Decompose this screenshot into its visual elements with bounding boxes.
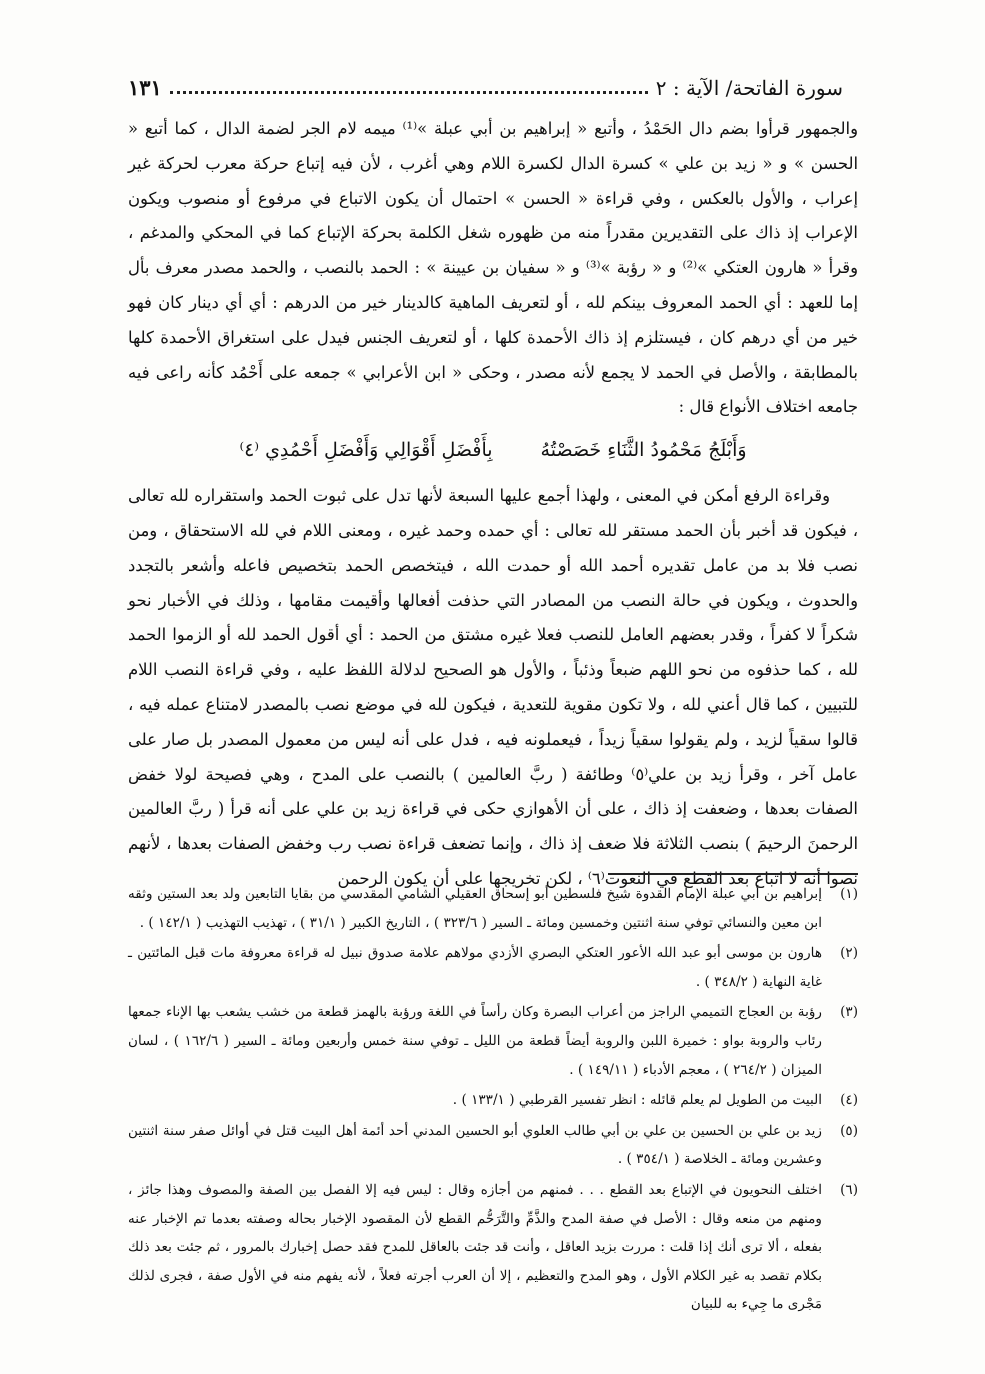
dotted-leader (170, 91, 648, 94)
running-title: سورة الفاتحة/ الآية : ٢ (655, 76, 843, 100)
verse-second-hemistich: بِأَفْضَلِ أَقْوَالِي وَأَفْضَلِ أَحْمُدِي ⁽٤⁾ (239, 439, 493, 462)
footnote-separator (608, 873, 858, 875)
footnote-number: (٢) (840, 945, 858, 962)
verse-first-hemistich: وَأَبْلَجُ مَحْمُودُ الثَّنَاءِ خَصَصْتُهُ (540, 439, 747, 462)
footnote-number: (٥) (840, 1122, 858, 1139)
footnote-text: زيد بن علي بن الحسين بن علي بن أبي طالب العلوي أبو الحسين المدني أحد أئمة أهل البيت قتل في أوائل صفر سنة اثنتين وعشرين ومائة ـ الخلاصة ( ٣٥٤/١ ) . (128, 1122, 822, 1168)
footnote (128, 1176, 858, 1319)
paragraph-2: وقراءة الرفع أمكن في المعنى ، ولهذا أجمع عليها السبعة لأنها تدل على ثبوت الحمد واستقراره لله تعالى ، فيكون قد أخبر بأن الحمد مستقر لله تعالى : أي حمده وحمد غيره ، ومعنى اللام في لله الاستحقاق ، ومن نصب فلا بد من عامل تقديره أحمد الله أو حمدت الله ، فيتخصص الحمد بتخصيص فاعله وأشعر بالتجدد والحدوث ، ويكون في حالة النصب من المصادر التي حذفت أفعالها وأقيمت مقامها ، وذلك في الأخبار نحو شكراً لا كفراً ، وقدر بعضهم العامل للنصب فعلا غيره مشتق من الحمد : أي أقول الحمد لله أو الزموا الحمد لله ، كما حذفوه من نحو اللهم ضبعاً وذئباً ، والأول هو الصحيح لدلالة اللفظ عليه ، وفي قراءة النصب اللام للتبيين ، كما قال أعني لله ، ولا تكون مقوية للتعدية ، فيكون لله في موضع نصب بالمصدر لامتناع عمله فيه ، قالوا سقياً لزيد ، ولم يقولوا سقياً زيداً ، فيعملونه فيه ، فدل على أنه ليس من معمول المصدر بل صار على عامل آخر ، وقرأ زيد بن علي⁽٥⁾ وطائفة ( ربَّ العالمين ) بالنصب على المدح ، وهي فصيحة لولا خفض الصفات بعدها ، وضعفت إذ ذاك ، على أن الأهوازي حكى في قراءة زيد بن علي على أنه قرأ ( ربَّ العالمين الرحمنَ الرحيمَ ) بنصب الثلاثة فلا ضعف إذ ذاك ، وإنما تضعف قراءة نصب رب وخفض الصفات بعدها ، لأنهم نصوا أنه لا اتباع بعد القطع في النعوت⁽٦⁾ ، لكن تخريجها على أن يكون الرحمن (128, 486, 858, 888)
paragraph-1: والجمهور قرأوا بضم دال الحَمْدُ ، وأتبع « إبراهيم بن أبي عبلة »⁽¹⁾ ميمه لام الجر لضمة الدال ، كما أتبع « الحسن » و « زيد بن علي » كسرة الدال لكسرة اللام وهي أغرب ، لأن فيه إتباع حركة معرب لحركة غير إعراب ، والأول بالعكس ، وفي قراءة « الحسن » احتمال أن يكون الاتباع في مرفوع أو منصوب ويكون الإعراب إذ ذاك على التقديرين مقدراً منه من ظهوره شغل الكلمة بحركة الإتباع كما في المحكي والمدغم ، وقرأ « هارون العتكي »⁽²⁾ و « رؤبة »⁽³⁾ و « سفيان بن عيينة » : الحمد بالنصب ، والحمد مصدر معرف بأل إما للعهد : أي الحمد المعروف بينكم لله ، أو لتعريف الماهية كالدينار خير من الدرهم : أي أي دينار كان فهو خير من أي درهم كان ، فيستلزم إذ ذاك الأحمدة كلها ، أو لتعريف الجنس فيدل على استغراق الأحمدة كلها بالمطابقة ، والأصل في الحمد لا يجمع لأنه مصدر ، وحكى « ابن الأعرابي » جمعه على أَحْمُد كأنه راعى فيه جامعه اختلاف الأنواع قال : (128, 119, 859, 417)
footnote-text: رؤبة بن العجاج التميمي الراجز من أعراب البصرة وكان رأساً في اللغة ورؤبة بالهمز قطعة من خشب يشعب بها الإناء جمعها رئاب والروبة بواو : خميرة اللبن والروبة أيضاً قطعة من الليل ـ توفي سنة خمس وأربعين ومائة ـ السير ( ١٦٢/٦ ) ، لسان الميزان ( ٢٦٤/٢ ) ، معجم الأدباء ( ١٤٩/١١ ) . (128, 1004, 822, 1078)
footnote-number: (٣) (840, 1004, 858, 1021)
footnotes (128, 880, 858, 1321)
main-text (128, 112, 858, 897)
footnote (128, 939, 858, 996)
running-header (128, 62, 843, 102)
footnote-number: (١) (840, 886, 858, 902)
footnote (128, 880, 858, 937)
footnote-text: إبراهيم بن أبي عبلة الإمام القدوة شيخ فلسطين أبو إسحاق العقيلي الشامي المقدسي من بقايا التابعين ولد بعد الستين وثقه ابن معين والنسائي توفي سنة اثنتين وخمسين ومائة ـ السير ( ٣٢٣/٦ ) ، التاريخ الكبير ( ٣١/١ ) ، تهذيب التهذيب ( ١٤٢/١ ) . (128, 886, 822, 931)
footnote (128, 1117, 858, 1174)
page-number: ١٣١ (128, 75, 162, 100)
footnote-text: اختلف النحويون في الإتباع بعد القطع . . . فمنهم من أجازه وقال : ليس فيه إلا الفصل بين الصفة والمصوف وهذا جائز ، ومنهم من منعه وقال : الأصل في صفة المدح والذَّمِّ والتَّرَحُّم القطع لأن المقصود الإخبار بحاله وصفته بعدما تم الإخبار عنه بفعله ، ألا ترى أنك إذا قلت : مررت بزيد العاقل ، وأنت قد جئت بالعاقل للمدح فقد حصل إخبارك بالمرور ، ثم جئت بعد ذلك بكلام تقصد به غير الكلام الأول ، وهو المدح والتعظيم ، إلا أن العرب أجرته فعلاً ، لأنه يفهم منه في الأول صفة ، فجرى لذلك مَجْرى ما جِيء به للبيان (128, 1181, 822, 1313)
footnote-number: (٤) (840, 1092, 858, 1109)
footnote-text: البيت من الطويل لم يعلم قائله : انظر تفسير القرطبي ( ١٣٣/١ ) . (452, 1092, 822, 1109)
poetry-verse (128, 427, 858, 473)
footnote (128, 1086, 858, 1115)
footnote (128, 998, 858, 1084)
footnote-number: (٦) (840, 1181, 858, 1198)
footnote-text: هارون بن موسى أبو عبد الله الأعور العتكي البصري الأزدي مولاهم علامة صدوق نبيل له قراءة معروفة مات قبل المائتين ـ غاية النهاية ( ٣٤٨/٢ ) . (128, 945, 822, 990)
